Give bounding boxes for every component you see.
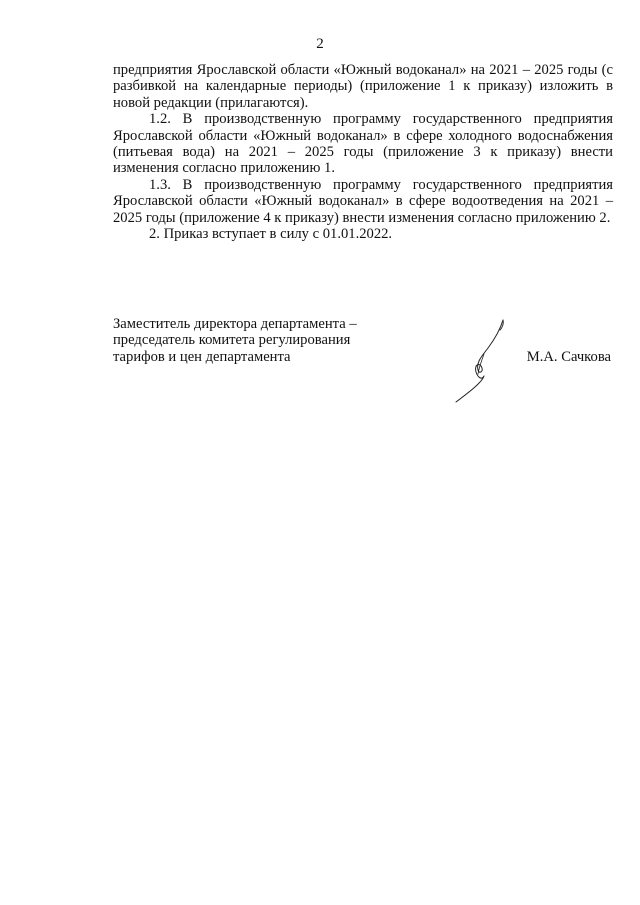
signature-block bbox=[113, 316, 613, 416]
paragraph-1-3: 1.3. В производственную программу государственного предприятия Ярославской области «Южный водоканал» в сфере водоотведения на 2021 – 2025 годы (приложение 4 к приказу) внести изменения согласно приложению 2. bbox=[113, 176, 613, 226]
signer-title-line: тарифов и цен департамента bbox=[113, 348, 291, 365]
page-number: 2 bbox=[316, 36, 324, 52]
document-body bbox=[113, 62, 613, 242]
signer-title-line: председатель комитета регулирования bbox=[113, 332, 351, 349]
paragraph-continuation: предприятия Ярославской области «Южный водоканал» на 2021 – 2025 годы (с разбивкой на календарные периоды) (приложение 1 к приказу) изложить в новой редакции (прилагаются). bbox=[113, 62, 613, 111]
signer-title-line: Заместитель директора департамента – bbox=[113, 316, 357, 332]
paragraph-1-2: 1.2. В производственную программу государственного предприятия Ярославской области «Южный водоканал» в сфере холодного водоснабжения (питьевая вода) на 2021 – 2025 годы (приложение 3 к приказу) внести изменения согласно приложению 1. bbox=[113, 111, 613, 177]
signer-title bbox=[113, 316, 357, 365]
handwritten-signature-icon bbox=[448, 316, 518, 406]
paragraph-2: 2. Приказ вступает в силу с 01.01.2022. bbox=[149, 226, 393, 243]
signer-name: М.А. Сачкова bbox=[526, 349, 611, 365]
